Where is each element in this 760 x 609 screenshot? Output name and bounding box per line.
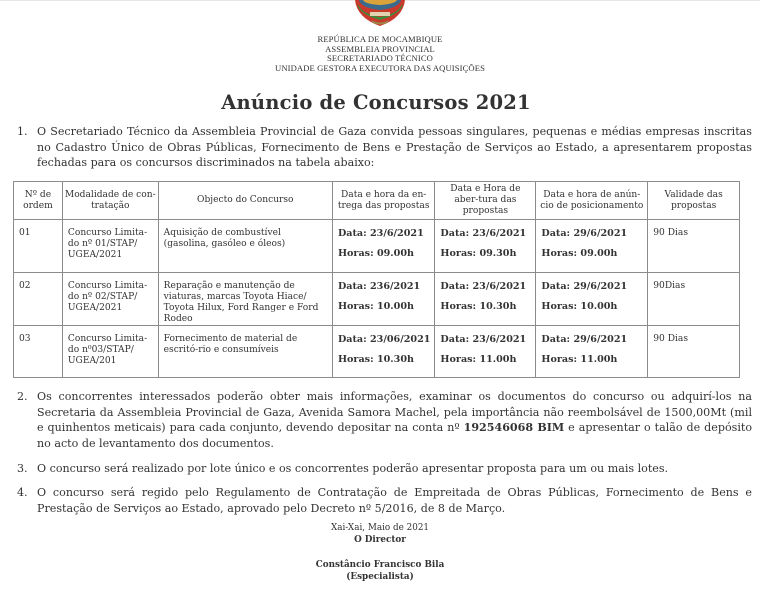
cell-anuncio	[536, 220, 648, 273]
issuer-header	[0, 35, 760, 73]
paragraph-text: O concurso será realizado por lote único e os concorrentes poderão apresentar proposta para um ou mais lotes.	[37, 462, 669, 475]
bank-account: 192546068 BIM	[463, 421, 565, 435]
cell-objecto: Aquisição de combustível (gasolina, gasóleo e óleos)	[158, 220, 332, 273]
table-row	[14, 326, 740, 378]
paragraph-2	[17, 389, 753, 451]
abertura-hora: Horas: 09.30h	[440, 248, 517, 259]
cell-modalidade: Concurso Limita-do n⁰03/STAP/ UGEA/201	[62, 326, 158, 378]
header-anuncio: Data e hora de anún-cio de posicionamento	[536, 182, 648, 220]
header-abertura: Data e Hora de aber-tura das propostas	[435, 182, 536, 220]
paragraph-number: 4.	[17, 486, 28, 499]
cell-modalidade: Concurso Limita-do nº 02/STAP/ UGEA/2021	[62, 273, 158, 326]
paragraph-number: 3.	[17, 462, 28, 475]
cell-validade: 90 Dias	[648, 220, 740, 273]
entrega-data: Data: 23/6/2021	[337, 228, 424, 239]
tenders-table	[13, 181, 740, 378]
cell-anuncio	[536, 326, 648, 378]
paragraph-text: Os concorrentes interessados poderão obter mais informações, examinar os documentos do concurso ou adquirí-los na Secretaria da Assembleia Provincial de Gaza, Avenida Samora Machel, pela importância não reembolsável de 1500,00Mt (mil e quinhentos meticais) para cada conjunto, devendo depositar na conta nº	[37, 390, 752, 435]
entrega-data: Data: 23/06/2021	[337, 334, 431, 345]
cell-entrega	[332, 326, 434, 378]
header-line-republic: REPÚBLICA DE MOCAMBIQUE	[317, 34, 443, 44]
signature-place-date: Xai-Xai, Maio de 2021	[330, 523, 430, 533]
cell-objecto: Fornecimento de material de escritó-rio e consumíveis	[158, 326, 332, 378]
abertura-data: Data: 23/6/2021	[440, 281, 527, 292]
mozambique-emblem-icon	[353, 0, 407, 26]
anuncio-data: Data: 29/6/2021	[541, 228, 628, 239]
page-title: Anúncio de Concursos 2021	[221, 91, 531, 114]
signature-role: O Director	[354, 535, 406, 545]
header-objecto: Objecto do Concurso	[158, 182, 332, 220]
cell-entrega	[332, 220, 434, 273]
signatory-title: (Especialista)	[346, 572, 414, 582]
header-modalidade: Modalidade de con-tratação	[62, 182, 158, 220]
cell-objecto: Reparação e manutenção de viaturas, marcas Toyota Hiace/ Toyota Hilux, Ford Ranger e Ford Rodeo	[158, 273, 332, 326]
entrega-hora: Horas: 10.30h	[337, 354, 414, 365]
entrega-hora: Horas: 09.00h	[337, 248, 414, 259]
abertura-data: Data: 23/6/2021	[440, 228, 527, 239]
paragraph-number: 1.	[17, 125, 28, 138]
anuncio-data: Data: 29/6/2021	[541, 281, 628, 292]
paragraph-3	[17, 461, 752, 477]
anuncio-data: Data: 29/6/2021	[541, 334, 628, 345]
paragraph-1	[17, 124, 752, 171]
abertura-hora: Horas: 11.00h	[440, 354, 517, 365]
header-line-assembly: ASSEMBLEIA PROVINCIAL	[325, 43, 435, 54]
paragraph-number: 2.	[17, 390, 28, 403]
header-line-ugea: UNIDADE GESTORA EXECUTORA DAS AQUISIÇÕES	[275, 62, 485, 73]
table-row	[14, 220, 740, 273]
cell-validade: 90 Dias	[648, 326, 740, 378]
header-ordem: Nº de ordem	[14, 182, 63, 220]
anuncio-hora: Horas: 09.00h	[541, 248, 618, 259]
cell-anuncio	[536, 273, 648, 326]
paragraph-text: O concurso será regido pelo Regulamento de Contratação de Empreitada de Obras Públicas, Fornecimento de Bens e Prestação de Serviços ao Estado, aprovado pelo Decreto nº 5/2016, de 8 de Março.	[37, 486, 752, 515]
entrega-hora: Horas: 10.00h	[337, 301, 414, 312]
header-entrega: Data e hora da en-trega das propostas	[332, 182, 434, 220]
table-row	[14, 273, 740, 326]
paragraph-text: O Secretariado Técnico da Assembleia Provincial de Gaza convida pessoas singulares, pequenas e médias empresas inscritas no Cadastro Único de Obras Públicas, Fornecimento de Bens e Prestação de Serviços ao Estado, a apresentarem propostas fechadas para os concursos discriminados na tabela abaixo:	[37, 125, 752, 170]
paragraph-4	[17, 485, 752, 516]
cell-modalidade: Concurso Limita-do nº 01/STAP/ UGEA/2021	[62, 220, 158, 273]
cell-entrega	[332, 273, 434, 326]
entrega-data: Data: 236/2021	[337, 281, 421, 292]
signatory-name: Constâncio Francisco Bila	[315, 560, 445, 570]
cell-ordem: 03	[14, 326, 63, 378]
anuncio-hora: Horas: 11.00h	[541, 354, 618, 365]
cell-ordem: 01	[14, 220, 63, 273]
paragraph-text-end: e apresentar o talão de depósito no acto de levantamento dos documentos.	[37, 421, 753, 450]
cell-abertura	[435, 220, 536, 273]
abertura-data: Data: 23/6/2021	[440, 334, 527, 345]
header-line-secretariat: SECRETARIADO TÉCNICO	[327, 53, 433, 64]
anuncio-hora: Horas: 10.00h	[541, 301, 618, 312]
cell-validade: 90Dias	[648, 273, 740, 326]
abertura-hora: Horas: 10.30h	[440, 301, 517, 312]
table-header-row	[14, 182, 740, 220]
header-validade: Validade das propostas	[648, 182, 740, 220]
cell-abertura	[435, 326, 536, 378]
cell-ordem: 02	[14, 273, 63, 326]
cell-abertura	[435, 273, 536, 326]
